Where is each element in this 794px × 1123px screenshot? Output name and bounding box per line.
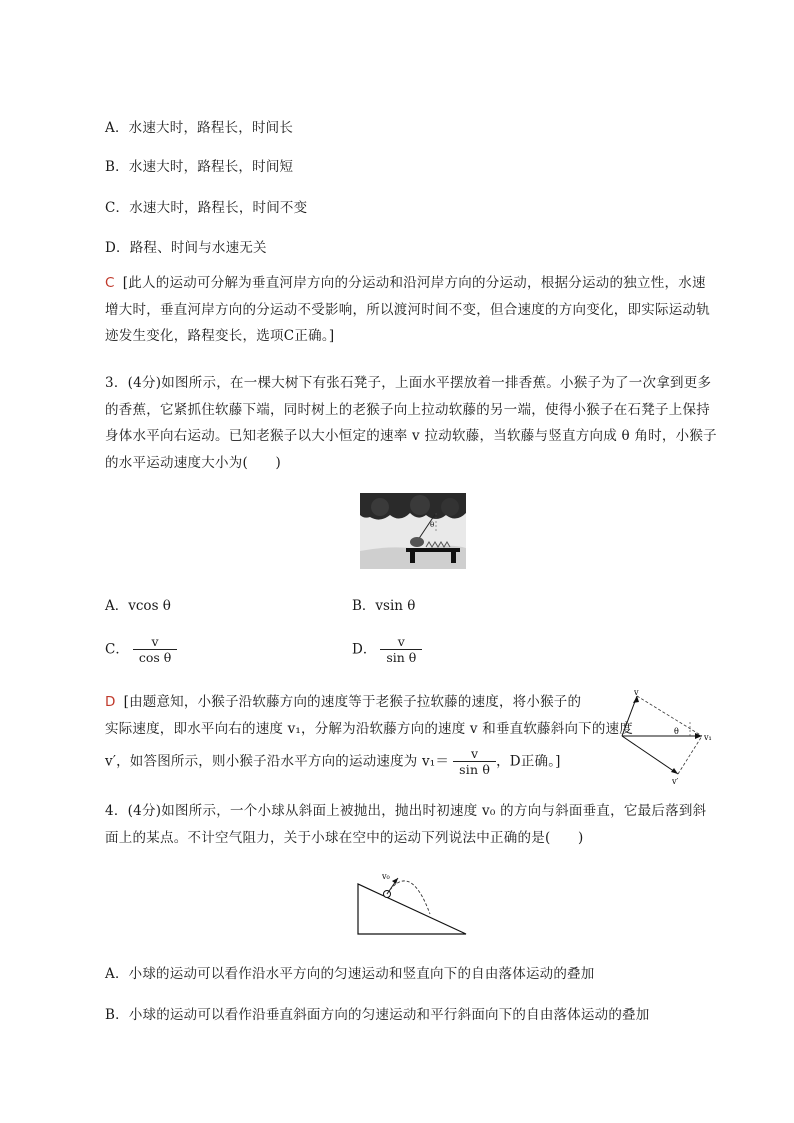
- q3-option-d-prefix: D．: [352, 641, 377, 658]
- q3-answer-letter: D: [105, 694, 116, 710]
- q3-explanation-text3a: v′，如答图所示，则小猴子沿水平方向的运动速度为 v₁＝: [105, 753, 450, 770]
- q3-diag-theta-label: θ: [674, 727, 679, 736]
- q3-option-c-prefix: C．: [105, 641, 129, 658]
- q2-answer-letter: C: [105, 275, 115, 291]
- q3-explanation-line2: 实际速度，即水平向右的速度 v₁，分解为沿软藤方向的速度 v 和垂直软藤斜向下的速度: [105, 721, 633, 737]
- q3-explanation-text3b: ，D正确。]: [496, 753, 561, 770]
- q3-explanation-fraction: [453, 746, 496, 778]
- q3-option-c-denominator: cos θ: [133, 649, 177, 666]
- q2-option-c: C．水速大时，路程长，时间不变: [105, 200, 308, 216]
- q3-monkey-figure: [360, 493, 466, 569]
- q3-fig-theta: θ: [430, 521, 435, 529]
- q2-option-a: A．水速大时，路程长，时间长: [105, 120, 294, 136]
- q4-option-a: A．小球的运动可以看作沿水平方向的匀速运动和竖直向下的自由落体运动的叠加: [105, 966, 595, 982]
- q3-option-d-denominator: sin θ: [380, 649, 422, 666]
- q3-diag-v1-label: v₁: [704, 733, 712, 742]
- q2-explanation: [105, 270, 717, 350]
- q3-option-d-numerator: v: [397, 634, 405, 649]
- q4-option-b: B．小球的运动可以看作沿垂直斜面方向的匀速运动和平行斜面向下的自由落体运动的叠加: [105, 1007, 650, 1023]
- q4-stem: 4．(4分)如图所示，一个小球从斜面上被抛出，抛出时初速度 v₀ 的方向与斜面垂直，它最后落到斜面上的某点。不计空气阻力，关于小球在空中的运动下列说法中正确的是( ): [105, 803, 707, 846]
- q4-fig-v0-label: v₀: [382, 872, 390, 881]
- q4-incline-figure: [354, 866, 468, 936]
- q3-explanation-line1: [105, 690, 581, 710]
- q3-option-b: B．vsin θ: [352, 598, 416, 614]
- q3-option-c-numerator: v: [151, 634, 159, 649]
- q3-explanation-denominator: sin θ: [453, 761, 496, 778]
- q3-explanation-numerator: v: [470, 746, 479, 761]
- q3-option-d: [352, 634, 422, 666]
- q3-option-d-fraction: [380, 634, 422, 666]
- q2-option-d: D．路程、时间与水速无关: [105, 240, 267, 256]
- q3-diag-v-label: v: [634, 688, 639, 697]
- q3-option-a: A．vcos θ: [105, 598, 171, 614]
- q2-option-b: B．水速大时，路程长，时间短: [105, 159, 294, 175]
- q3-diag-vprime-label: v′: [672, 777, 679, 786]
- q3-explanation-text1: [由题意知，小猴子沿软藤方向的速度等于老猴子拉软藤的速度，将小猴子的: [123, 694, 582, 710]
- q3-option-c: [105, 634, 177, 666]
- q3-velocity-diagram: [612, 688, 716, 786]
- q3-stem: 3．(4分)如图所示，在一棵大树下有张石凳子，上面水平摆放着一排香蕉。小猴子为了一次拿到更多的香蕉，它紧抓住软藤下端，同时树上的老猴子向上拉动软藤的另一端，使得小猴子在石凳子上保持身体水平向右运动。已知老猴子以大小恒定的速率 v 拉动软藤，当软藤与竖直方向成 θ 角时，小猴子的水平运动速度大小为( ): [105, 375, 717, 471]
- q3-explanation-line3: [105, 746, 561, 778]
- q3-option-c-fraction: [133, 634, 177, 666]
- q2-explanation-text: [此人的运动可分解为垂直河岸方向的分运动和沿河岸方向的分运动，根据分运动的独立性，水速增大时，垂直河岸方向的分运动不受影响，所以渡河时间不变，但合速度的方向变化，即实际运动轨迹发生变化，路程变长，选项C正确。]: [105, 275, 710, 344]
